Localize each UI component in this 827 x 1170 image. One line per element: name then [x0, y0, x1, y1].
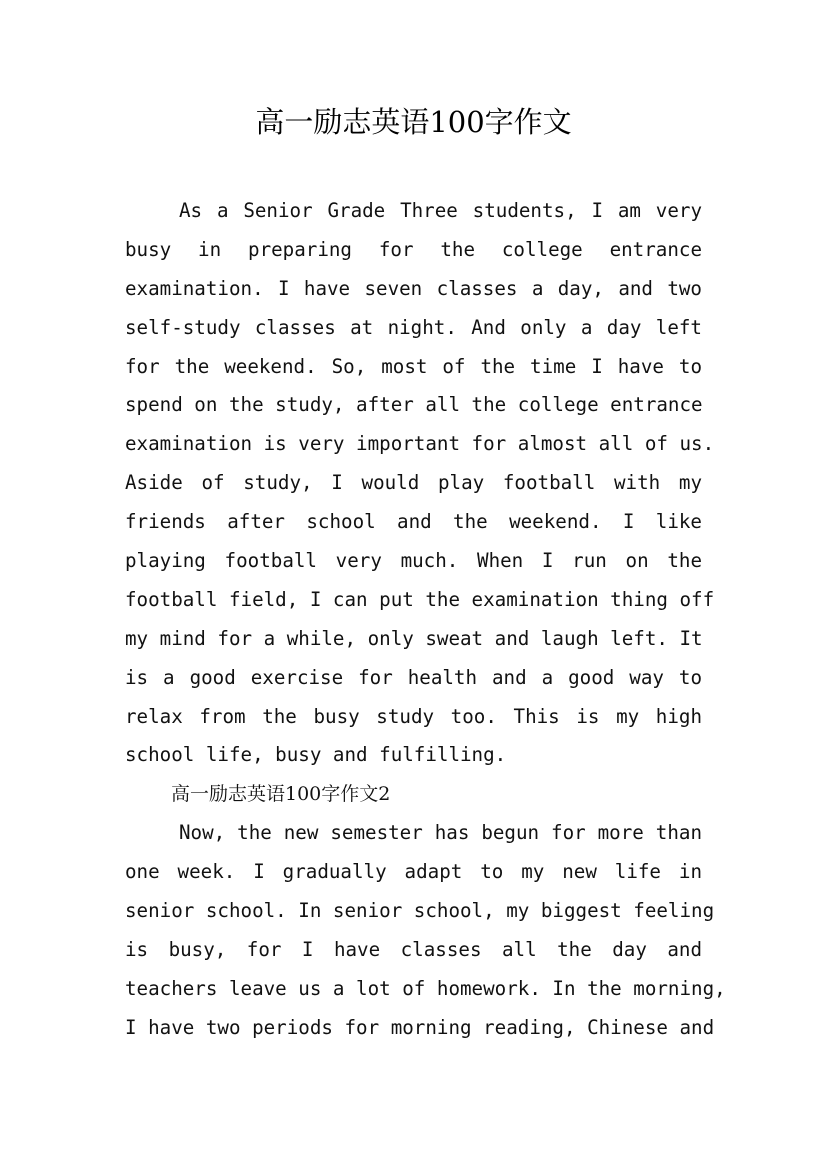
paragraph-line: teachers leave us a lot of homework. In the morning,: [125, 976, 726, 1000]
section-subheading: 高一励志英语100字作文2: [171, 783, 391, 806]
paragraph-line: spend on the study, after all the college entrance: [125, 393, 703, 417]
paragraph-line: examination is very important for almost all of us.: [125, 432, 715, 456]
paragraph-line: playing football very much. When I run on the: [125, 549, 702, 573]
document-title: 高一励志英语100字作文: [255, 105, 572, 139]
paragraph-line: one week. I gradually adapt to my new life in: [125, 860, 702, 884]
document-body: [125, 192, 726, 1048]
paragraph-line: senior school. In senior school, my biggest feeling: [125, 899, 715, 923]
paragraph-line: I have two periods for morning reading, Chinese and: [125, 1015, 715, 1039]
paragraph-line: friends after school and the weekend. I like: [125, 510, 702, 534]
paragraph-line: for the weekend. So, most of the time I have to: [125, 354, 702, 378]
paragraph-line: school life, busy and fulfilling.: [125, 743, 507, 767]
paragraph-line: is a good exercise for health and a good way to: [125, 665, 702, 689]
paragraph-line: Aside of study, I would play football with my: [125, 471, 702, 495]
paragraph-line: is busy, for I have classes all the day and: [125, 937, 702, 961]
paragraph-line: football field, I can put the examination thing off: [125, 587, 715, 611]
paragraph-line: self-study classes at night. And only a day left: [125, 315, 702, 339]
paragraph-line: busy in preparing for the college entrance: [125, 237, 702, 261]
paragraph-line: As a Senior Grade Three students, I am very: [179, 199, 702, 222]
paragraph-line: Now, the new semester has begun for more than: [179, 821, 702, 845]
paragraph-line: examination. I have seven classes a day, and two: [125, 276, 702, 300]
paragraph-line: relax from the busy study too. This is my high: [125, 704, 702, 728]
paragraph-line: my mind for a while, only sweat and laugh left. It: [125, 626, 703, 650]
